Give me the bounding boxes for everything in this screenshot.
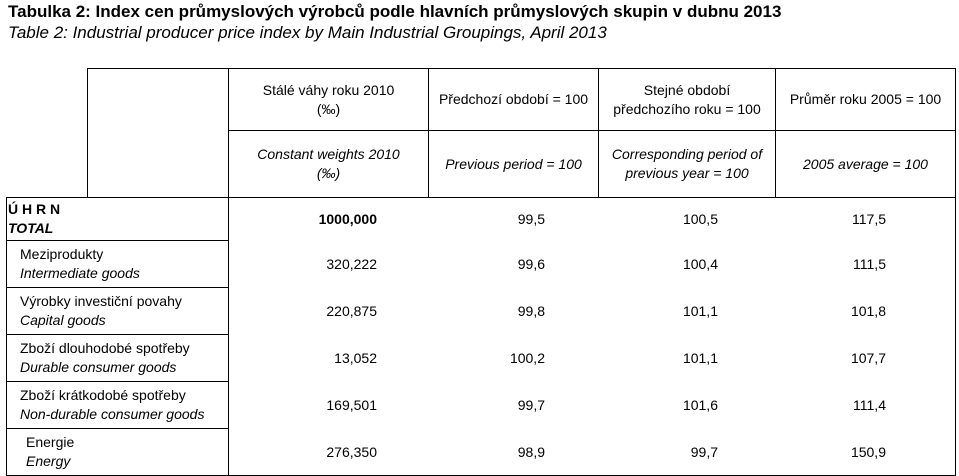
table-grid-line: [6, 240, 228, 241]
table-grid-line: [87, 68, 88, 197]
table-title-cz: Tabulka 2: Index cen průmyslových výrobců podle hlavních průmyslových skupin v dubnu 2013: [8, 2, 782, 21]
row-label-cz: Výrobky investiční povahy: [20, 293, 182, 309]
value-weight: 169,501: [326, 396, 377, 413]
header-2005-average-en: 2005 average = 100: [803, 155, 928, 172]
value-previous-period: 99,7: [517, 396, 545, 413]
value-corresponding-period: 101,1: [682, 349, 718, 366]
table-grid-line: [6, 428, 228, 429]
header-2005-average-cz: Průměr roku 2005 = 100: [789, 91, 942, 107]
table-title-en: Table 2: Industrial producer price index by Main Industrial Groupings, April 2013: [8, 23, 607, 42]
table-grid-line: [6, 381, 228, 382]
header-weights-en: Constant weights 2010 (‰): [257, 146, 400, 181]
value-previous-period: 100,2: [509, 349, 545, 366]
row-label-en: Intermediate goods: [20, 265, 140, 281]
row-label-cz: Energie: [26, 434, 75, 450]
row-label-non-durable-consumer-goods: [8, 386, 226, 424]
header-corresponding-period-en: Corresponding period of previous year = 100: [611, 146, 763, 181]
row-label-energy: [8, 433, 226, 471]
row-label-en: Non-durable consumer goods: [20, 406, 205, 422]
value-weight: 276,350: [326, 443, 377, 460]
row-label-cz: Meziprodukty: [20, 246, 104, 262]
value-2005-average: 107,7: [850, 349, 886, 366]
header-previous-period-en: Previous period = 100: [445, 155, 582, 172]
value-2005-average: 111,5: [853, 255, 886, 272]
value-corresponding-period: 99,7: [690, 443, 718, 460]
value-corresponding-period: 101,6: [682, 396, 718, 413]
value-weight: 13,052: [334, 349, 377, 366]
header-weights-cz: Stálé váhy roku 2010 (‰): [262, 81, 395, 117]
row-label-en: Durable consumer goods: [20, 359, 177, 375]
value-corresponding-period: 100,4: [682, 255, 718, 272]
header-corresponding-period-cz: Stejné období předchozího roku = 100: [613, 81, 761, 117]
value-2005-average: 150,9: [850, 443, 886, 460]
row-label-intermediate-goods: [8, 245, 226, 283]
row-label-capital-goods: [8, 292, 226, 330]
value-2005-average: 111,4: [853, 396, 886, 413]
row-label-en: Capital goods: [20, 312, 106, 328]
row-label-durable-consumer-goods: [8, 339, 226, 377]
value-weight: 320,222: [326, 255, 377, 272]
row-label-total: [8, 198, 226, 238]
table-grid-line: [6, 287, 228, 288]
row-label-cz: Zboží krátkodobé spotřeby: [20, 387, 186, 403]
table-grid-line: [955, 68, 956, 476]
value-previous-period: 99,8: [517, 302, 545, 319]
row-label-en: Energy: [26, 453, 71, 469]
table-grid-line: [6, 334, 228, 335]
table-grid-line: [6, 197, 7, 476]
value-previous-period: 98,9: [517, 443, 545, 460]
value-previous-period: 99,5: [517, 210, 545, 227]
value-weight: 1000,000: [318, 210, 377, 227]
value-corresponding-period: 101,1: [682, 302, 718, 319]
value-corresponding-period: 100,5: [682, 210, 718, 227]
header-previous-period-cz: Předchozí období = 100: [438, 91, 589, 107]
row-label-cz: Ú H R N: [8, 201, 61, 217]
row-label-cz: Zboží dlouhodobé spotřeby: [20, 340, 190, 356]
value-2005-average: 101,8: [850, 302, 886, 319]
value-weight: 220,875: [326, 302, 377, 319]
row-label-en: TOTAL: [8, 220, 54, 236]
value-2005-average: 117,5: [852, 210, 886, 227]
value-previous-period: 99,6: [517, 255, 545, 272]
